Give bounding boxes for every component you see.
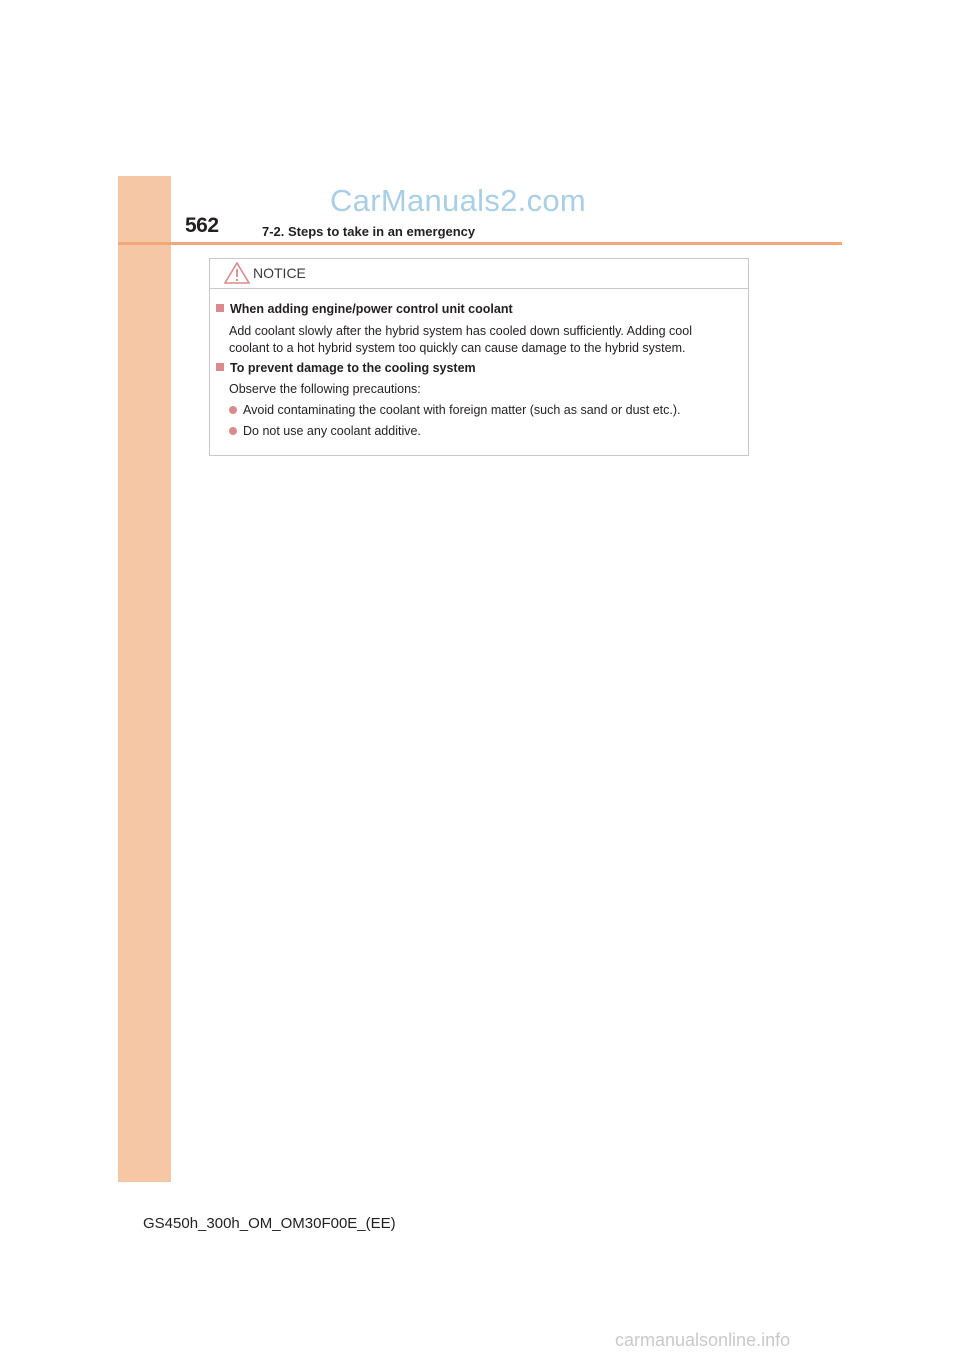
- square-bullet-icon: [216, 304, 224, 312]
- notice-box: [209, 258, 749, 456]
- round-bullet-icon: [229, 427, 237, 435]
- list-item: Do not use any coolant additive.: [229, 424, 421, 438]
- warning-triangle-icon: [224, 262, 250, 284]
- side-band: [118, 176, 171, 1182]
- item-text-line: coolant to a hot hybrid system too quickly can cause damage to the hybrid system.: [229, 341, 686, 355]
- watermark-carmanualsonline: carmanualsonline.info: [615, 1330, 791, 1350]
- notice-title: NOTICE: [253, 265, 306, 281]
- item-heading-coolant: When adding engine/power control unit coolant: [216, 302, 513, 316]
- watermark-carmanuals2: CarManuals2.com: [330, 183, 587, 218]
- section-title: 7-2. Steps to take in an emergency: [262, 224, 476, 239]
- round-bullet-icon: [229, 406, 237, 414]
- footer-code: GS450h_300h_OM_OM30F00E_(EE): [143, 1215, 396, 1232]
- square-bullet-icon: [216, 363, 224, 371]
- list-item: Avoid contaminating the coolant with foreign matter (such as sand or dust etc.).: [229, 403, 681, 417]
- header-rule: [118, 242, 842, 245]
- item-text-line: Add coolant slowly after the hybrid system has cooled down sufficiently. Adding cool: [229, 324, 692, 338]
- notice-header: [210, 259, 748, 289]
- page-number: 562: [185, 214, 219, 237]
- item-heading-cooling-system: To prevent damage to the cooling system: [216, 361, 476, 375]
- item-text-line: Observe the following precautions:: [229, 382, 421, 396]
